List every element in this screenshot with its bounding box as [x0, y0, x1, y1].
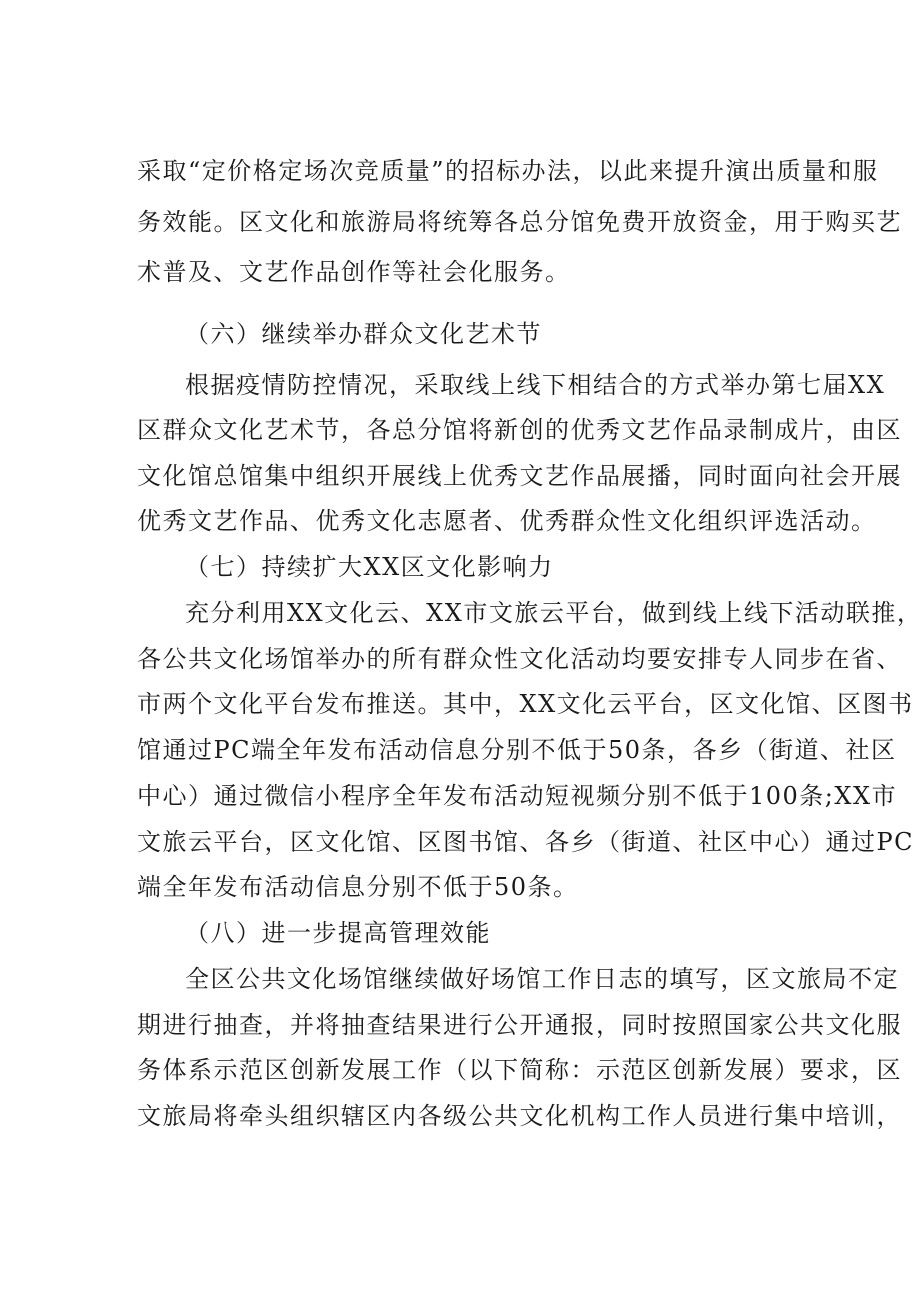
paragraph-line: 中心）通过微信小程序全年发布活动短视频分别不低于100条;XX市 [137, 782, 898, 810]
section-heading: （八）进一步提高管理效能 [185, 919, 491, 947]
paragraph-line: 期进行抽查，并将抽查结果进行公开通报，同时按照国家公共文化服 [137, 1011, 902, 1039]
paragraph-line: 市两个文化平台发布推送。其中，XX文化云平台，区文化馆、区图书 [137, 690, 914, 718]
paragraph-line: 文旅云平台，区文化馆、区图书馆、各乡（街道、社区中心）通过PC [137, 828, 915, 856]
paragraph-line: 务效能。区文化和旅游局将统筹各总分馆免费开放资金，用于购买艺 [137, 208, 902, 236]
paragraph-line: 务体系示范区创新发展工作（以下简称：示范区创新发展）要求，区 [137, 1056, 902, 1084]
paragraph-line: 根据疫情防控情况，采取线上线下相结合的方式举办第七届XX [185, 371, 886, 399]
paragraph-line: 端全年发布活动信息分别不低于50条。 [137, 873, 579, 901]
section-heading: （六）继续举办群众文化艺术节 [185, 320, 542, 348]
paragraph-line: 充分利用XX文化云、XX市文旅云平台，做到线上线下活动联推， [185, 599, 922, 627]
paragraph-line: 区群众文化艺术节，各总分馆将新创的优秀文艺作品录制成片，由区 [137, 416, 902, 444]
paragraph-line: 馆通过PC端全年发布活动信息分别不低于50条，各乡（街道、社区 [137, 736, 897, 764]
paragraph-line: 优秀文艺作品、优秀文化志愿者、优秀群众性文化组织评选活动。 [137, 507, 877, 535]
section-heading: （七）持续扩大XX区文化影响力 [185, 553, 554, 581]
paragraph-line: 各公共文化场馆举办的所有群众性文化活动均要安排专人同步在省、 [137, 645, 902, 673]
paragraph-line: 文旅局将牵头组织辖区内各级公共文化机构工作人员进行集中培训， [137, 1102, 902, 1130]
paragraph-line: 文化馆总馆集中组织开展线上优秀文艺作品展播，同时面向社会开展 [137, 462, 902, 490]
paragraph-line: 术普及、文艺作品创作等社会化服务。 [137, 258, 571, 286]
paragraph-line: 采取“定价格定场次竞质量”的招标办法，以此来提升演出质量和服 [137, 157, 879, 185]
paragraph-line: 全区公共文化场馆继续做好场馆工作日志的填写，区文旅局不定 [185, 965, 899, 993]
